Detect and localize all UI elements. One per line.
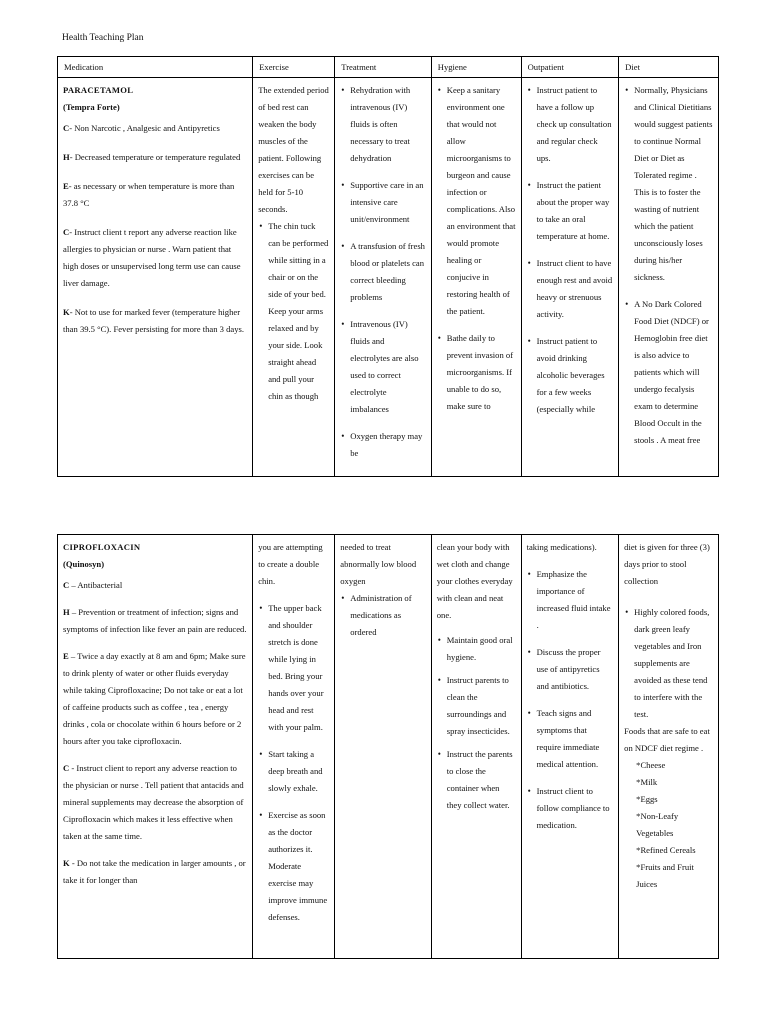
treatment-continued: needed to treat abnormally low blood oxygen [340,542,417,586]
list-item: • Keep a sanitary environment one that would not allow microorganisms to burgeon and cause infection or complications. Also an environment that would promote healing or conjucive in restoring health of the patient. [447,82,516,320]
list-item: • Discuss the proper use of antipyretics and antibiotics. [537,644,614,695]
list-item: • Administration of medications as ordered [350,590,425,641]
safe-foods-intro: Foods that are safe to eat on NDCF diet regime . [624,726,710,753]
method-knowledge: K - Do not take the medication in larger amounts , or take it for longer than [63,858,246,885]
list-item: • A transfusion of fresh blood or platelets can correct bleeding problems [350,238,425,306]
outpatient-continued: taking medications). [526,542,597,552]
list-item: • Normally, Physicians and Clinical Dietitians would suggest patients to continue Normal Diet or Diet as Tolerated regime . This is to foster the wasting of nutrient which the patient unconsciously loses during his/her sickness. [634,82,713,286]
hygiene-cell [431,78,521,477]
list-item: • Supportive care in an intensive care unit/environment [350,177,425,228]
list-item: • Instruct the patient about the proper way to take an oral temperature at home. [537,177,614,245]
list-item: • Teach signs and symptoms that require immediate medical attention. [537,705,614,773]
list-item: • The upper back and shoulder stretch is done while lying in bed. Bring your hands over your head and rest with your palm. [268,600,329,736]
list-item: • Emphasize the importance of increased fluid intake . [537,566,614,634]
list-item: • Instruct patient to avoid drinking alcoholic beverages for a few weeks (especially while [537,333,614,418]
method-health: H- Decreased temperature or temperature regulated [63,152,241,162]
drug-brand: (Tempra Forte) [63,102,120,112]
medication-cell [58,535,253,959]
method-communication: C- Instruct client t report any adverse reaction like allergies to physician or nurse . Warn patient that high doses or unsupervised long term use can cause liver damage. [63,227,241,288]
diet-cell [619,78,719,477]
exercise-cell [253,535,335,959]
header-outpatient: Outpatient [521,57,619,78]
list-item: • Oxygen therapy may be [350,428,425,462]
table-row [58,535,719,959]
method-environment: E- as necessary or when temperature is more than 37.8 °C [63,181,235,208]
list-item: • A No Dark Colored Food Diet (NDCF) or Hemoglobin free diet is also advice to patients which will undergo fecalysis exam to determine Blood Occult in the stools . A meat free [634,296,713,449]
drug-brand: (Quinosyn) [63,559,105,569]
list-item: • Start taking a deep breath and slowly exhale. [268,746,329,797]
drug-name: PARACETAMOL [63,85,134,95]
list-item: • Instruct patient to have a follow up check up consultation and regular check ups. [537,82,614,167]
method-health: H – Prevention or treatment of infection; signs and symptoms of infection like fever an pain are reduced. [63,607,247,634]
food-item: *Eggs [636,794,658,804]
header-row [58,57,719,78]
teaching-plan-table-1 [57,56,719,477]
method-communication: C - Instruct client to report any adverse reaction to the physician or nurse . Tell patient that antacids and mineral supplements may decrease the absorption of Ciprofloxacin which makes it less effective when taken at the same time. [63,763,244,841]
method-classification: C- Non Narcotic , Analgesic and Antipyretics [63,123,220,133]
list-item: • Instruct client to follow compliance to medication. [537,783,614,834]
method-environment: E – Twice a day exactly at 8 am and 6pm; Make sure to drink plenty of water or other fluids everyday while taking Ciprofloxacine; Do not take or eat a lot of caffeine products such as coffee , tea , energy drinks , cola or chocolate within 6 hours before or 2 hours after you take ciprofloxacin. [63,651,246,746]
list-item: • Exercise as soon as the doctor authorizes it. Moderate exercise may improve immune defenses. [268,807,329,926]
list-item: • Highly colored foods, dark green leafy vegetables and Iron supplements are avoided as these tend to interfere with the test. [634,604,713,723]
food-item: *Milk [636,777,658,787]
list-item: • Maintain good oral hygiene. [447,632,516,666]
treatment-cell [335,535,431,959]
method-knowledge: K- Not to use for marked fever (temperature higher than 39.5 °C). Fever persisting for more than 3 days. [63,307,245,334]
method-classification: C – Antibacterial [63,580,123,590]
treatment-cell [335,78,431,477]
diet-continued: diet is given for three (3) days prior to stool collection [624,542,710,586]
food-item: *Refined Cereals [636,845,696,855]
diet-cell [619,535,719,959]
exercise-continued: you are attempting to create a double chin. [258,542,323,586]
exercise-intro: The extended period of bed rest can weaken the body muscles of the patient. Following exercises can be held for 5-10 seconds. [258,85,329,214]
table-row [58,78,719,477]
header-medication: Medication [58,57,253,78]
food-item: *Fruits and Fruit Juices [636,862,694,889]
header-treatment: Treatment [335,57,431,78]
header-diet: Diet [619,57,719,78]
list-item: • Instruct the parents to close the container when they collect water. [447,746,516,814]
food-item: *Cheese [636,760,666,770]
teaching-plan-table-2 [57,534,719,959]
outpatient-cell [521,78,619,477]
list-item: • Instruct client to have enough rest and avoid heavy or strenuous activity. [537,255,614,323]
hygiene-cell [431,535,521,959]
list-item: • Bathe daily to prevent invasion of microorganisms. If unable to do so, make sure to [447,330,516,415]
exercise-cell [253,78,335,477]
medication-cell [58,78,253,477]
hygiene-continued: clean your body with wet cloth and change your clothes everyday with clean and neat one. [436,542,513,620]
food-item: *Non-Leafy Vegetables [636,811,679,838]
list-item: • Intravenous (IV) fluids and electrolytes are also used to correct electrolyte imbalances [350,316,425,418]
list-item: • Rehydration with intravenous (IV) fluids is often necessary to treat dehydration [350,82,425,167]
list-item: • The chin tuck can be performed while sitting in a chair or on the side of your bed. Keep your arms relaxed and by your side. Look straight ahead and pull your chin as though [268,218,329,405]
header-exercise: Exercise [253,57,335,78]
list-item: • Instruct parents to clean the surroundings and spray insecticides. [447,672,516,740]
outpatient-cell [521,535,619,959]
drug-name: CIPROFLOXACIN [63,542,141,552]
page-title: Health Teaching Plan [62,33,144,43]
header-hygiene: Hygiene [431,57,521,78]
